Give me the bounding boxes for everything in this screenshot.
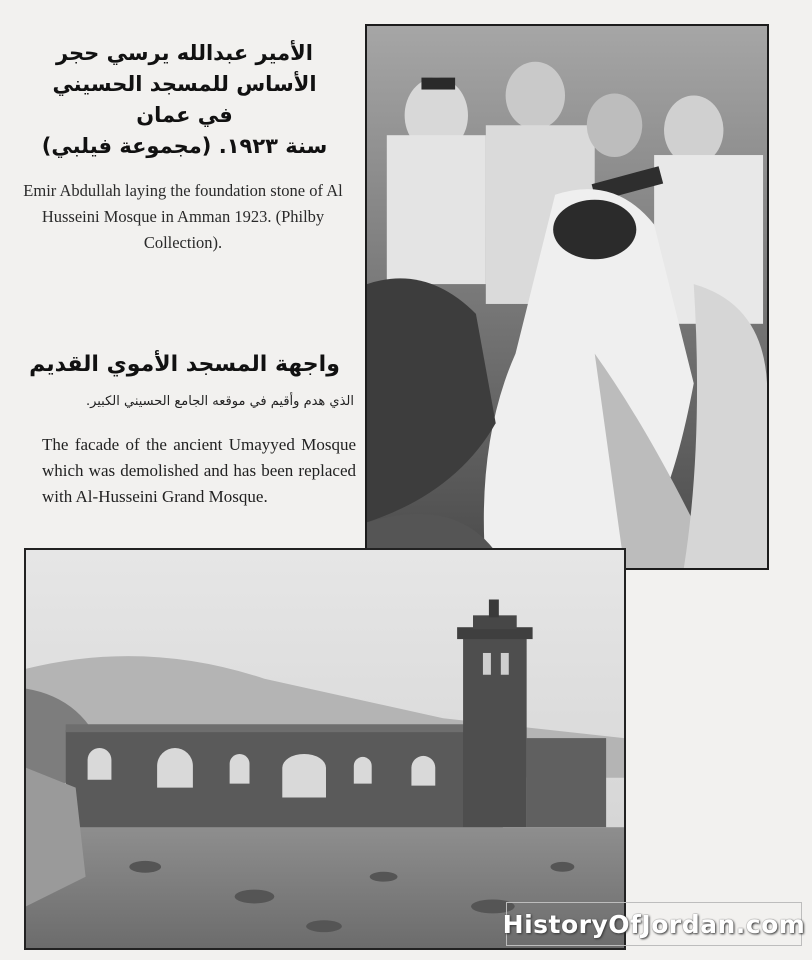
photo-bottom-caption-arabic-title: واجهة المسجد الأموي القديم xyxy=(29,352,340,377)
crowd-illustration xyxy=(367,26,767,568)
mosque-illustration xyxy=(26,550,624,948)
caption-ar-line: الأمير عبدالله يرسي حجر xyxy=(55,41,314,65)
history-of-jordan-watermark: HistoryOfJordan.com xyxy=(506,902,802,946)
photo-top-caption-arabic xyxy=(22,38,347,162)
caption-ar-line: سنة ١٩٢٣. (مجموعة فيلبي) xyxy=(41,134,328,158)
caption-ar-line: في عمان xyxy=(136,103,233,127)
foundation-stone-photo xyxy=(365,24,769,570)
photo-top-caption-english: Emir Abdullah laying the foundation stone of Al Husseini Mosque in Amman 1923. (Philby Collection). xyxy=(23,181,343,252)
photo-bottom-caption-arabic-subtitle: الذي هدم وأقيم في موقعه الجامع الحسيني الكبير. xyxy=(85,394,354,409)
caption-ar-line: الأساس للمسجد الحسيني xyxy=(52,72,317,96)
photo-bottom-caption-english: The facade of the ancient Umayyed Mosque which was demolished and has been replaced with Al-Husseini Grand Mosque. xyxy=(42,435,356,506)
umayyad-mosque-facade-photo xyxy=(24,548,626,950)
